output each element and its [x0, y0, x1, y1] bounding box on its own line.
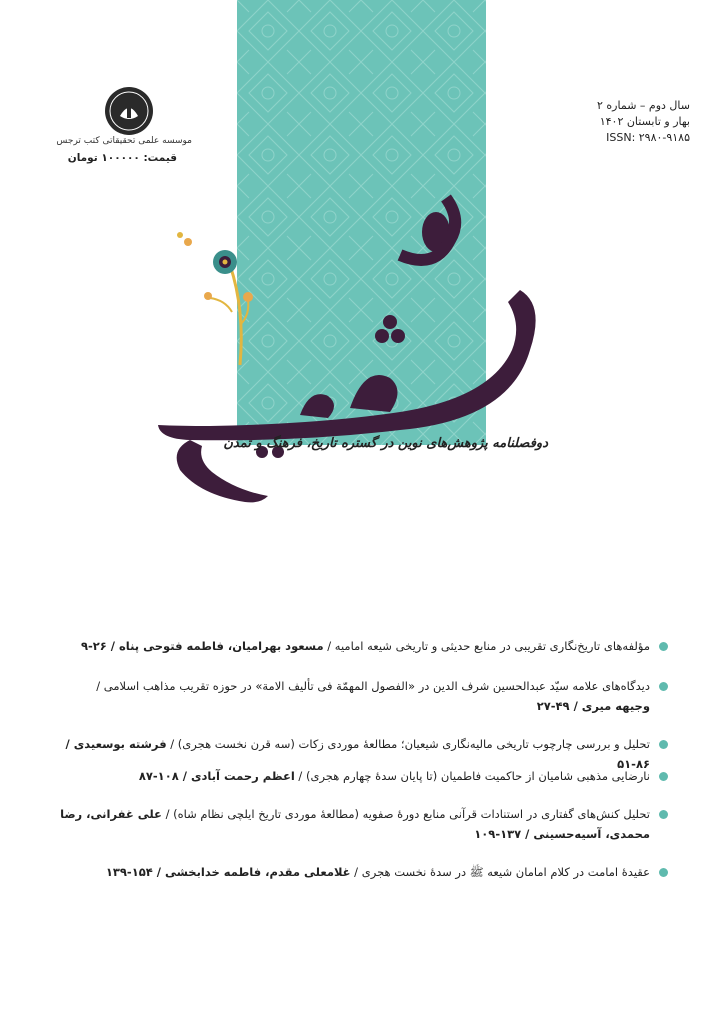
publisher-name: موسسه علمی تحقیقاتی کتب ترجس: [56, 136, 192, 146]
year-issue: سال دوم – شماره ۲: [597, 99, 690, 112]
toc-authors: فرشته بوسعیدی / ۸۶-۵۱: [65, 737, 650, 771]
toc-authors: اعظم رحمت آبادی / ۱۰۸-۸۷: [138, 769, 295, 783]
toc-item: [60, 636, 660, 656]
bullet-icon: [659, 772, 668, 781]
toc-authors: علی غفرانی، رضا محمدی، آسیه‌حسینی / ۱۳۷-۱۰۹: [60, 807, 650, 841]
flower-ornament-icon: [177, 232, 253, 365]
title-letters: [158, 198, 536, 502]
title-text: شیعه: [151, 151, 154, 152]
toc-title: نارضایی مذهبی شامیان از حاکمیت فاطمیان (تا پایان سدهٔ چهارم هجری) /: [294, 769, 650, 783]
toc-item: [60, 862, 660, 882]
toc-title: مؤلفه‌های تاریخ‌نگاری تقریبی در منابع حدیثی و تاریخی شیعه امامیه /: [323, 639, 650, 653]
journal-subtitle: دوفصلنامه پژوهش‌های نوین در گستره تاریخ، فرهنگ و تمدن: [223, 436, 548, 451]
bullet-icon: [659, 868, 668, 877]
toc-authors: مسعود بهرامیان، فاطمه فتوحی پناه / ۲۶-۹: [80, 639, 324, 653]
bullet-icon: [659, 682, 668, 691]
toc-title: عقیدهٔ امامت در کلام امامان شیعه ﷺ در سدهٔ نخست هجری /: [350, 865, 650, 879]
toc-authors: وجیهه میری / ۴۹-۲۷: [536, 699, 650, 713]
toc-item: [60, 804, 660, 844]
toc-title: دیدگاه‌های علامه سیّد عبدالحسین شرف الدین در «الفصول المهمّة فی تألیف الامة» در حوزه تقریب مذاهب اسلامی /: [96, 679, 650, 693]
toc-authors: غلامعلی مقدم، فاطمه خدابخشی / ۱۵۴-۱۳۹: [105, 865, 351, 879]
journal-meta: [520, 98, 690, 146]
bullet-icon: [659, 740, 668, 749]
bullet-icon: [659, 642, 668, 651]
price: قیمت: ۱۰۰۰۰۰ تومان: [67, 152, 177, 164]
issn: ISSN: ۲۹۸۰-۹۱۸۵: [606, 131, 690, 144]
toc-title: تحلیل و بررسی چارچوب تاریخی مالیه‌نگاری شیعیان؛ مطالعهٔ موردی زکات (سه قرن نخست هجری) /: [166, 737, 650, 751]
toc-item: [60, 766, 660, 786]
publisher-logo-icon: [104, 86, 154, 136]
toc-item: [60, 676, 660, 716]
title-calligraphy: [150, 150, 570, 520]
toc-title: تحلیل کنش‌های گفتاری در استنادات قرآنی منابع دورهٔ صفویه (مطالعهٔ موردی تاریخ ایلچی نظام شاه) /: [161, 807, 650, 821]
bullet-icon: [659, 810, 668, 819]
season: بهار و تابستان ۱۴۰۲: [599, 115, 690, 128]
